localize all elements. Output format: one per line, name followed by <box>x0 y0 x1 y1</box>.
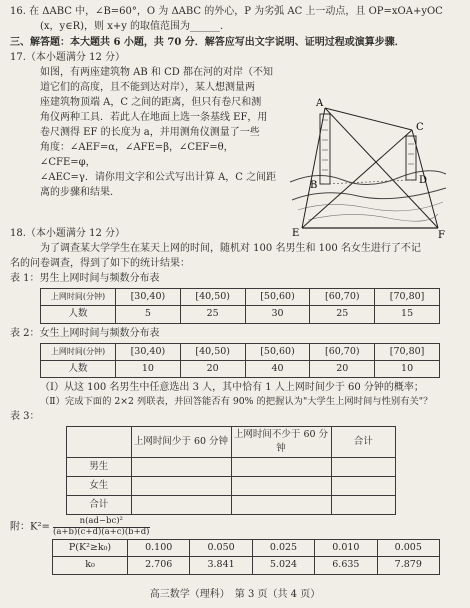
table-header: 上网时间不少于 60 分钟 <box>231 426 331 458</box>
table-cell: 20 <box>180 360 245 377</box>
table-cell: 0.005 <box>377 540 439 557</box>
blank-cell[interactable] <box>231 477 331 496</box>
table-cell: [70,80] <box>375 343 440 360</box>
table-header: 上网时间少于 60 分钟 <box>131 426 231 458</box>
table-1-caption: 表 1：男生上网时间与频数分布表 <box>10 273 160 284</box>
label-d: D <box>419 175 428 186</box>
line-ac <box>325 108 412 130</box>
blank-cell[interactable] <box>331 477 396 496</box>
q17-line: ∠AEC=γ．请你用文字和公式写出计算 A，C 之间距 <box>40 172 277 183</box>
table-header: 合计 <box>331 426 396 458</box>
formula-line <box>10 517 456 537</box>
question-18 <box>10 226 456 575</box>
table-cell: [30,40) <box>116 289 181 306</box>
q18-part-2: （Ⅱ）完成下面的 2×2 列联表，并回答能否有 90% 的把握认为"大学生上网时间与性别有关"？ <box>40 396 433 407</box>
table-cell: [50,60) <box>245 343 310 360</box>
q17-line: 卷尺测得 EF 的长度为 a，并用测角仪测量了一些 <box>40 127 260 138</box>
line-bd <box>325 180 412 184</box>
formula-prefix: 附：K²= <box>10 521 50 533</box>
table-cell: 10 <box>116 360 181 377</box>
river-wave <box>308 214 438 221</box>
q17-heading: 17.（本小题满分 12 分） <box>10 52 125 63</box>
table-cell: [40,50) <box>180 289 245 306</box>
table-corner <box>67 426 132 458</box>
table-cell: [50,60) <box>245 289 310 306</box>
table-header: P(K²≥k₀) <box>53 540 128 557</box>
table-cell: 25 <box>310 306 375 323</box>
table-cell: 10 <box>375 360 440 377</box>
q17-line: 座建筑物顶端 A，C 之间的距离，但只有卷尺和测 <box>40 97 262 108</box>
table-cell: 40 <box>245 360 310 377</box>
blank-cell[interactable] <box>231 496 331 515</box>
blank-cell[interactable] <box>231 458 331 477</box>
label-b: B <box>310 180 318 191</box>
table-header: 人数 <box>41 360 116 377</box>
page-footer: 高三数学（理科） 第 3 页（共 4 页） <box>149 589 321 600</box>
table-cell: 3.841 <box>190 557 252 574</box>
q16-line-1: 16. 在 ΔABC 中，∠B=60°，O 为 ΔABC 的外心，P 为劣弧 AC 上一动点，且 OP=xOA+yOC <box>10 6 443 17</box>
blank-cell[interactable] <box>331 458 396 477</box>
q18-intro-2: 名的问卷调查，得到了如下的统计结果： <box>10 258 190 269</box>
table-cell: 0.025 <box>252 540 314 557</box>
chi-square-formula <box>53 517 149 537</box>
q17-line: 道它们的高度，且不能到达对岸），某人想测量两 <box>40 82 255 93</box>
table-3-caption: 表 3： <box>10 410 40 422</box>
table-cell: [70,80] <box>375 289 440 306</box>
q18-part-1: （Ⅰ）从这 100 名男生中任意选出 3 人，其中恰有 1 人上网时间少于 60 分钟的概率； <box>40 382 424 393</box>
table-cell: 7.879 <box>377 557 439 574</box>
table-cell: [30,40) <box>116 343 181 360</box>
table-cell: 20 <box>310 360 375 377</box>
table-cell: 0.100 <box>128 540 190 557</box>
table-critical-values <box>52 539 440 575</box>
q16-line-2: (x，y∈R)，则 x+y 的取值范围为______. <box>40 21 224 32</box>
table-header: k₀ <box>53 557 128 574</box>
blank-cell[interactable] <box>131 477 231 496</box>
table-header: 上网时间(分钟) <box>41 343 116 360</box>
q17-line: 离的步骤和结果． <box>40 187 120 198</box>
q18-intro-1: 为了调查某大学学生在某天上网的时间，随机对 100 名男生和 100 名女生进行了不记 <box>40 243 421 254</box>
table-cell: [60,70) <box>310 289 375 306</box>
table-row-label: 男生 <box>67 458 132 477</box>
table-cell: [40,50) <box>180 343 245 360</box>
table-3-contingency <box>66 426 396 516</box>
q17-line: 角仪两种工具．若此人在地面上选一条基线 EF，用 <box>40 112 268 123</box>
table-header: 上网时间(分钟) <box>41 289 116 306</box>
blank-cell[interactable] <box>331 496 396 515</box>
table-cell: [60,70) <box>310 343 375 360</box>
table-row-label: 合计 <box>67 496 132 515</box>
q18-heading: 18.（本小题满分 12 分） <box>10 228 125 239</box>
q17-line: 角度：∠AEF=α，∠AFE=β，∠CEF=θ，∠CFE=φ， <box>40 142 234 168</box>
buildings-river-figure <box>288 70 448 240</box>
table-header: 人数 <box>41 306 116 323</box>
formula-numerator: n(ad−bc)² <box>53 517 149 527</box>
table-cell: 0.010 <box>315 540 377 557</box>
table-cell: 25 <box>180 306 245 323</box>
label-f: F <box>438 230 445 240</box>
section-3-heading: 三、解答题：本大题共 6 小题，共 70 分．解答应写出文字说明、证明过程或演算步骤． <box>10 37 405 48</box>
label-c: C <box>416 122 424 133</box>
formula-denominator: (a+b)(c+d)(a+c)(b+d) <box>53 526 150 537</box>
table-2-female <box>40 343 440 379</box>
table-cell: 15 <box>375 306 440 323</box>
table-cell: 30 <box>245 306 310 323</box>
label-e: E <box>292 228 300 239</box>
blank-cell[interactable] <box>131 458 231 477</box>
table-row-label: 女生 <box>67 477 132 496</box>
table-cell: 0.050 <box>190 540 252 557</box>
q17-line: 如图，有两座建筑物 AB 和 CD 都在河的对岸（不知 <box>40 67 273 78</box>
q17-text <box>10 65 278 200</box>
table-2-caption: 表 2：女生上网时间与频数分布表 <box>10 327 160 339</box>
table-cell: 5.024 <box>252 557 314 574</box>
table-cell: 6.635 <box>315 557 377 574</box>
table-cell: 2.706 <box>128 557 190 574</box>
blank-cell[interactable] <box>131 496 231 515</box>
label-a: A <box>316 98 324 109</box>
table-cell: 5 <box>116 306 181 323</box>
table-1-male <box>40 288 440 324</box>
